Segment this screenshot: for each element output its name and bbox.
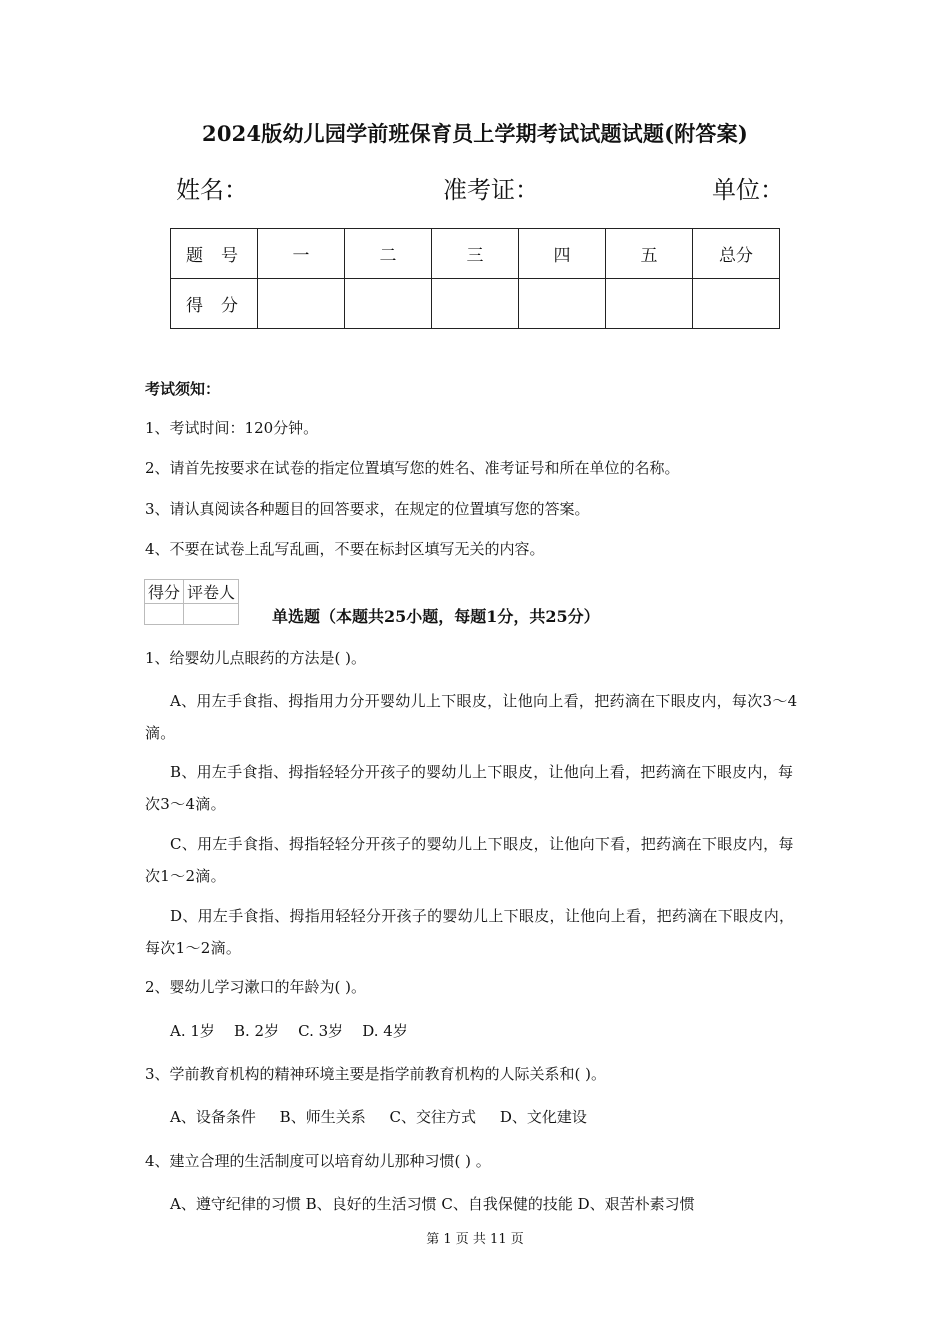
- section-heading: 单选题（本题共25小题，每题1分，共25分）: [272, 607, 600, 626]
- score-table-score-row: [171, 279, 780, 329]
- question-stem: 1、给婴幼儿点眼药的方法是( )。: [145, 649, 367, 667]
- column-header: 总分: [693, 229, 780, 279]
- score-cell[interactable]: [345, 279, 432, 329]
- column-header: 二: [345, 229, 432, 279]
- question-stem: 3、学前教育机构的精神环境主要是指学前教育机构的人际关系和( )。: [145, 1065, 607, 1083]
- note-item: 2、请首先按要求在试卷的指定位置填写您的姓名、准考证号和所在单位的名称。: [145, 459, 680, 477]
- question-option: B、用左手食指、拇指轻轻分开孩子的婴幼儿上下眼皮，让他向上看，把药滴在下眼皮内，每次3～4滴。: [145, 763, 794, 813]
- question-option: C、用左手食指、拇指轻轻分开孩子的婴幼儿上下眼皮，让他向下看，把药滴在下眼皮内，每次1～2滴。: [145, 835, 794, 885]
- question-options-inline: A、设备条件 B、师生关系 C、交往方式 D、文化建设: [170, 1108, 587, 1126]
- question-options-inline: A、遵守纪律的习惯 B、良好的生活习惯 C、自我保健的技能 D、艰苦朴素习惯: [170, 1195, 695, 1213]
- grader-box: [144, 579, 239, 625]
- note-item: 4、不要在试卷上乱写乱画，不要在标封区填写无关的内容。: [145, 540, 545, 558]
- note-item: 1、考试时间：120分钟。: [145, 419, 319, 437]
- grader-score-label: 得分: [145, 580, 184, 604]
- score-cell[interactable]: [432, 279, 519, 329]
- question-option: D、用左手食指、拇指用轻轻分开孩子的婴幼儿上下眼皮，让他向上看，把药滴在下眼皮内，每次1～2滴。: [145, 907, 795, 957]
- unit-field-label: 单位：: [712, 176, 784, 204]
- exam-id-field-label: 准考证：: [443, 176, 539, 204]
- grader-name-label: 评卷人: [184, 580, 239, 604]
- score-table: [170, 228, 780, 329]
- column-header: 三: [432, 229, 519, 279]
- question-number-label: 题号: [171, 229, 258, 279]
- notes-heading: 考试须知：: [145, 380, 221, 398]
- question-options-inline: A. 1岁 B. 2岁 C. 3岁 D. 4岁: [170, 1022, 408, 1040]
- score-table-header-row: [171, 229, 780, 279]
- column-header: 一: [258, 229, 345, 279]
- question-stem: 4、建立合理的生活制度可以培育幼儿那种习惯( ) 。: [145, 1152, 491, 1170]
- document-title: 2024版幼儿园学前班保育员上学期考试试题试题(附答案): [202, 121, 748, 146]
- note-item: 3、请认真阅读各种题目的回答要求，在规定的位置填写您的答案。: [145, 500, 590, 518]
- grader-name-cell[interactable]: [184, 604, 239, 625]
- column-header: 五: [606, 229, 693, 279]
- question-stem: 2、婴幼儿学习漱口的年龄为( )。: [145, 978, 367, 996]
- score-cell[interactable]: [606, 279, 693, 329]
- column-header: 四: [519, 229, 606, 279]
- score-cell[interactable]: [693, 279, 780, 329]
- question-option: A、用左手食指、拇指用力分开婴幼儿上下眼皮，让他向上看，把药滴在下眼皮内，每次3～4滴。: [145, 692, 798, 742]
- score-cell[interactable]: [258, 279, 345, 329]
- grader-score-cell[interactable]: [145, 604, 184, 625]
- name-field-label: 姓名：: [176, 176, 248, 204]
- score-cell[interactable]: [519, 279, 606, 329]
- page-footer: 第 1 页 共 11 页: [426, 1232, 524, 1247]
- score-label: 得分: [171, 279, 258, 329]
